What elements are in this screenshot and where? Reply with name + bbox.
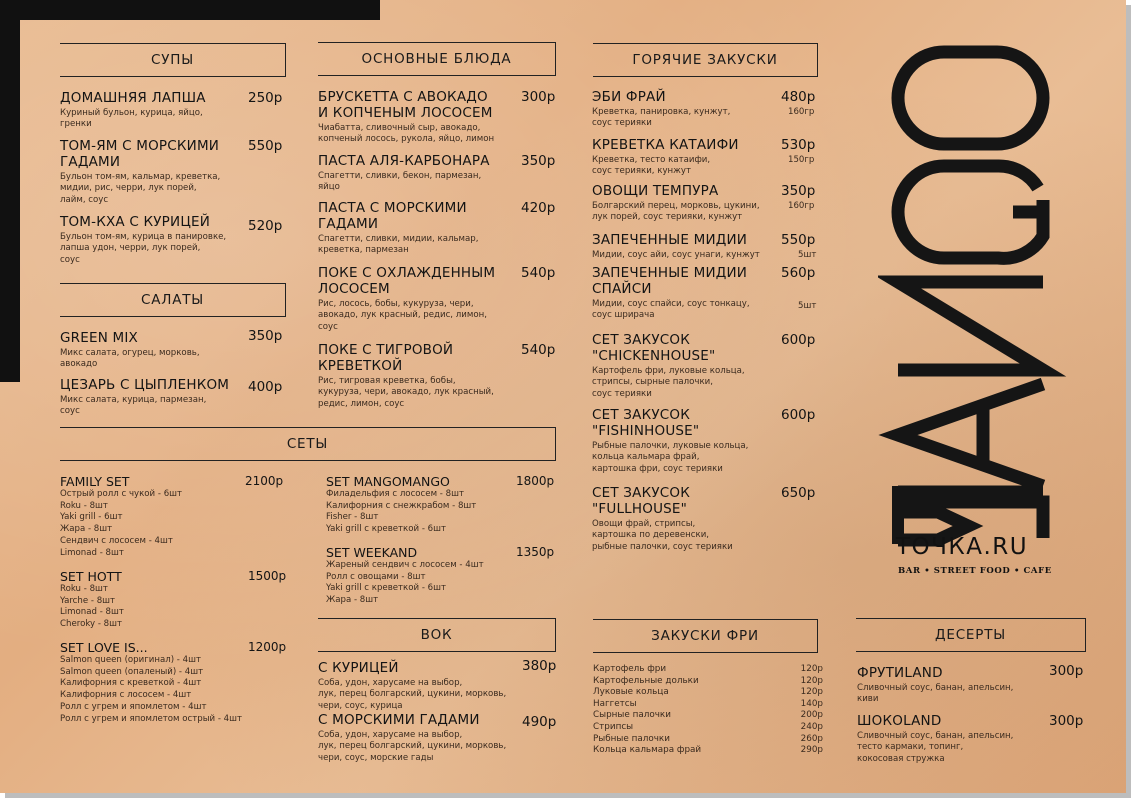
item-name: ТОМ-ЯМ С МОРСКИМИ ГАДАМИ	[60, 138, 220, 170]
set-line: Жара - 8шт	[60, 524, 113, 535]
item-description: Куриный бульон, курица, яйцо, гренки	[60, 108, 203, 130]
fries-name: Картофель фри	[593, 664, 667, 674]
item-description: Микс салата, курица, пармезан, соус	[60, 395, 207, 417]
menu-item	[60, 330, 286, 371]
item-description: Чиабатта, сливочный сыр, авокадо, копченый лосось, рукола, яйцо, лимон	[318, 123, 495, 145]
set-item	[60, 569, 290, 631]
menu-item	[592, 265, 820, 322]
item-description: Болгарский перец, морковь, цукини, лук порей, соус терияки, кунжут	[592, 201, 760, 223]
item-price: 600р	[781, 332, 816, 348]
set-line: Yaki grill - 6шт	[60, 512, 123, 523]
item-name: ДОМАШНЯЯ ЛАПША	[60, 90, 206, 106]
item-name: ШОКОLAND	[857, 713, 942, 729]
header-wok: ВОК	[318, 618, 556, 652]
item-portion: 5шт	[798, 250, 817, 260]
item-portion: 150гр	[788, 155, 815, 165]
black-corner-bar-top	[0, 0, 380, 20]
set-line: Ролл с угрем и япомлетом острый - 4шт	[60, 713, 242, 724]
item-name: СЕТ ЗАКУСОК "CHICKENHOUSE"	[592, 332, 716, 364]
fries-name: Наггетсы	[593, 698, 637, 709]
set-price: 1200р	[248, 640, 287, 654]
item-price: 350р	[248, 328, 283, 344]
list-item	[593, 710, 823, 722]
item-description: Сливочный соус, банан, апельсин, тесто кармаки, топинг, кокосовая стружка	[857, 731, 1014, 764]
item-description: Мидии, соус айи, соус унаги, кунжут	[592, 250, 760, 260]
set-price: 1500р	[248, 569, 287, 583]
item-name: СЕТ ЗАКУСОК "FULLHOUSE"	[592, 485, 691, 517]
item-price: 650р	[781, 485, 816, 501]
brand-tagline: BAR • STREET FOOD • CAFE	[898, 566, 1052, 576]
item-price: 550р	[781, 232, 816, 248]
fries-name: Кольца кальмара фрай	[593, 745, 702, 756]
mango-logo	[878, 40, 1078, 550]
item-name: С МОРСКИМИ ГАДАМИ	[318, 712, 480, 728]
item-price: 300р	[1049, 663, 1084, 679]
menu-item	[592, 407, 820, 475]
menu-item	[318, 660, 560, 712]
item-price: 560р	[781, 265, 816, 281]
set-line: Калифорния с снежкрабом - 8шт	[326, 500, 477, 511]
item-portion: 160гр	[788, 107, 815, 117]
item-price: 540р	[521, 342, 556, 358]
set-price: 1800р	[516, 474, 555, 488]
item-description: Креветка, тесто катаифи, соус терияки, кунжут	[592, 155, 711, 177]
fries-price: 140р	[800, 698, 823, 709]
item-description: Рыбные палочки, луковые кольца, кольца кальмара фрай, картошка фри, соус терияки	[592, 441, 749, 474]
header-soups: СУПЫ	[60, 43, 286, 77]
set-item	[60, 474, 290, 559]
fries-name: Стрипсы	[593, 722, 634, 732]
item-description: Сливочный соус, банан, апельсин, киви	[857, 683, 1014, 705]
item-description: Бульон том-ям, курица в панировке, лапша удон, черри, лук порей, соус	[60, 232, 227, 265]
menu-item	[318, 200, 558, 257]
fries-price: 200р	[800, 710, 823, 721]
item-description: Мидии, соус спайси, соус тонкацу, соус шрирача	[592, 299, 750, 321]
item-name: ПАСТА С МОРСКИМИ ГАДАМИ	[318, 200, 467, 232]
item-name: БРУСКЕТТА С АВОКАДО И КОПЧЕНЫМ ЛОСОСЕМ	[318, 89, 493, 121]
menu-item	[60, 214, 286, 266]
header-sets: СЕТЫ	[60, 427, 556, 461]
item-name: ПОКЕ С ОХЛАЖДЕННЫМ ЛОСОСЕМ	[318, 265, 496, 297]
item-price: 480р	[781, 89, 816, 105]
item-description: Рис, лосось, бобы, кукуруза, чери, авокадо, лук красный, редис, лимон, соус	[318, 299, 487, 332]
set-name: SET WEEKAND	[326, 545, 418, 560]
item-portion: 5шт	[798, 301, 817, 311]
menu-item	[857, 665, 1089, 706]
set-item	[60, 640, 300, 725]
set-line: Калифорния с лососем - 4шт	[60, 690, 192, 701]
set-line: Roku - 8шт	[60, 584, 108, 594]
set-name: SET HOTT	[60, 569, 122, 584]
set-line: Limonad - 8шт	[60, 547, 124, 558]
menu-item	[318, 153, 558, 194]
item-price: 300р	[1049, 713, 1084, 729]
menu-item	[318, 89, 558, 146]
set-item	[326, 545, 558, 607]
list-item	[593, 687, 823, 699]
item-price: 520р	[248, 218, 283, 234]
black-corner-bar-left	[0, 0, 20, 382]
fries-price: 240р	[800, 722, 823, 732]
item-name: ЗАПЕЧЕННЫЕ МИДИИ СПАЙСИ	[592, 265, 748, 297]
set-line: Limonad - 8шт	[60, 607, 124, 618]
item-price: 600р	[781, 407, 816, 423]
list-item	[593, 664, 823, 676]
item-name: ЗАПЕЧЕННЫЕ МИДИИ	[592, 232, 748, 248]
set-line: Salmon queen (опаленый) - 4шт	[60, 666, 204, 677]
set-line: Fisher - 8шт	[326, 512, 379, 523]
set-line: Roku - 8шт	[60, 500, 108, 511]
menu-item	[318, 712, 560, 764]
item-name: ЦЕЗАРЬ С ЦЫПЛЕНКОМ	[60, 377, 230, 393]
item-price: 550р	[248, 138, 283, 154]
item-description: Овощи фрай, стрипсы, картошка по деревенски, рыбные палочки, соус терияки	[592, 519, 733, 552]
header-fries: ЗАКУСКИ ФРИ	[593, 619, 818, 653]
fries-price: 120р	[800, 664, 823, 674]
fries-price: 120р	[800, 675, 823, 686]
fries-price: 260р	[800, 733, 823, 744]
item-price: 400р	[248, 379, 283, 395]
menu-item	[318, 342, 558, 410]
list-item	[593, 722, 823, 734]
set-item	[326, 474, 558, 536]
menu-item	[592, 183, 820, 224]
item-description: Рис, тигровая креветка, бобы, кукуруза, чери, авокадо, лук красный, редис, лимон, соус	[318, 376, 494, 409]
menu-item	[60, 377, 286, 418]
set-line: Salmon queen (оригинал) - 4шт	[60, 655, 201, 665]
set-line: Ролл с овощами - 8шт	[326, 571, 426, 582]
fries-list	[593, 664, 823, 764]
set-line: Ролл с угрем и япомлетом - 4шт	[60, 701, 207, 712]
list-item	[593, 734, 823, 746]
item-price: 350р	[781, 183, 816, 199]
item-name: ФРУТИLAND	[857, 665, 943, 681]
list-item	[593, 699, 823, 711]
set-line: Yaki grill с креветкой - 6шт	[326, 583, 446, 594]
fries-name: Луковые кольца	[593, 687, 669, 698]
menu-item	[592, 485, 820, 553]
fries-price: 290р	[800, 745, 823, 756]
item-description: Соба, удон, харусаме на выбор, лук, перец болгарский, цукини, морковь, чери, соус, курица	[318, 678, 507, 711]
menu-item	[857, 713, 1089, 765]
item-name: ОВОЩИ ТЕМПУРА	[592, 183, 719, 199]
item-price: 380р	[522, 658, 557, 674]
set-line: Жара - 8шт	[326, 595, 379, 606]
item-price: 490р	[522, 714, 557, 730]
item-name: С КУРИЦЕЙ	[318, 660, 399, 676]
item-price: 250р	[248, 90, 283, 106]
fries-name: Картофельные дольки	[593, 675, 699, 686]
item-description: Спагетти, сливки, мидии, кальмар, креветка, пармезан	[318, 234, 479, 256]
item-name: ТОМ-КХА С КУРИЦЕЙ	[60, 214, 211, 230]
header-desserts: ДЕСЕРТЫ	[856, 618, 1086, 652]
item-description: Бульон том-ям, кальмар, креветка, мидии, рис, черри, лук порей, лайм, соус	[60, 172, 221, 205]
item-price: 300р	[521, 89, 556, 105]
set-name: SET MANGOMANGO	[326, 474, 450, 489]
item-name: ЭБИ ФРАЙ	[592, 89, 666, 105]
header-salads: САЛАТЫ	[60, 283, 286, 317]
header-mains: ОСНОВНЫЕ БЛЮДА	[318, 42, 556, 76]
item-portion: 160гр	[788, 201, 815, 211]
item-price: 540р	[521, 265, 556, 281]
set-line: Yarche - 8шт	[60, 595, 116, 606]
item-name: ПАСТА АЛЯ-КАРБОНАРА	[318, 153, 490, 169]
menu-item	[592, 332, 820, 400]
menu-item	[592, 232, 820, 261]
list-item	[593, 676, 823, 688]
item-description: Микс салата, огурец, морковь, авокадо	[60, 348, 200, 370]
set-price: 1350р	[516, 545, 555, 559]
item-description: Спагетти, сливки, бекон, пармезан, яйцо	[318, 171, 482, 193]
item-name: СЕТ ЗАКУСОК "FISHINHOUSE"	[592, 407, 700, 439]
set-line: Yaki grill с креветкой - 6шт	[326, 524, 446, 535]
item-description: Картофель фри, луковые кольца, стрипсы, сырные палочки, соус терияки	[592, 366, 745, 399]
fries-name: Сырные палочки	[593, 710, 671, 721]
item-name: КРЕВЕТКА КАТАИФИ	[592, 137, 739, 153]
menu-item	[318, 265, 558, 333]
set-line: Жареный сендвич с лососем - 4шт	[326, 560, 484, 570]
set-line: Cheroky - 8шт	[60, 619, 122, 630]
fries-name: Рыбные палочки	[593, 733, 670, 744]
item-description: Соба, удон, харусаме на выбор, лук, перец болгарский, цукини, морковь, чери, соус, морские гады	[318, 730, 507, 763]
set-name: SET LOVE IS...	[60, 640, 148, 655]
item-price: 420р	[521, 200, 556, 216]
header-hot: ГОРЯЧИЕ ЗАКУСКИ	[593, 43, 818, 77]
item-name: ПОКЕ С ТИГРОВОЙ КРЕВЕТКОЙ	[318, 342, 454, 374]
menu-item	[60, 90, 286, 131]
item-price: 530р	[781, 137, 816, 153]
item-description: Креветка, панировка, кунжут, соус терияки	[592, 107, 731, 129]
set-line: Филадельфия с лососем - 8шт	[326, 489, 464, 499]
set-name: FAMILY SET	[60, 474, 130, 489]
set-price: 2100р	[245, 474, 284, 488]
set-line: Калифорния с креветкой - 4шт	[60, 678, 202, 689]
menu-item	[592, 137, 820, 178]
set-line: Острый ролл с чукой - 6шт	[60, 489, 183, 499]
item-name: GREEN MIX	[60, 330, 138, 346]
item-price: 350р	[521, 153, 556, 169]
list-item	[593, 745, 823, 757]
fries-price: 120р	[800, 687, 823, 698]
menu-item	[592, 89, 820, 130]
set-line: Сендвич с лососем - 4шт	[60, 535, 173, 546]
menu-item	[60, 138, 286, 206]
brand-subtitle: ТОЧКА.RU	[896, 534, 1029, 560]
